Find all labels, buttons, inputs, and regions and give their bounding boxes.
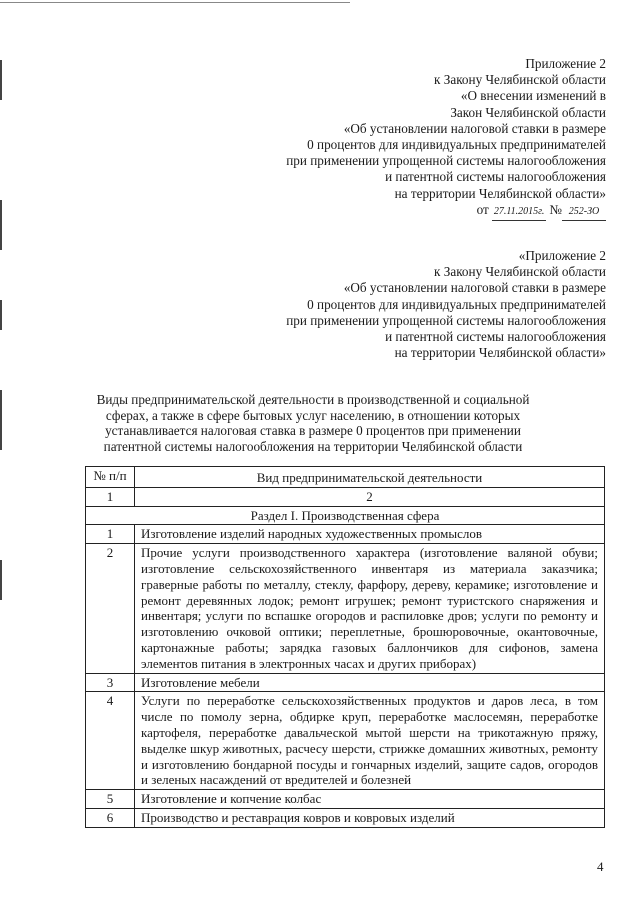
column-index: 2 <box>135 487 605 506</box>
table-row <box>86 790 605 809</box>
row-number: 4 <box>86 692 135 790</box>
activity-table <box>85 466 605 828</box>
date-prefix: от <box>476 201 489 217</box>
appendix-line: 0 процентов для индивидуальных предпринимателей <box>307 137 606 153</box>
section-title: Раздел I. Производственная сфера <box>86 506 605 525</box>
appendix-line: «О внесении изменений в <box>460 88 606 104</box>
law-date: 27.11.2015г. <box>492 204 546 221</box>
table-row <box>86 673 605 692</box>
table-row <box>86 544 605 673</box>
appendix-line: Приложение 2 <box>525 56 606 71</box>
row-number: 5 <box>86 790 135 809</box>
table-row <box>86 808 605 827</box>
scan-artifact-edge <box>0 300 2 330</box>
scan-artifact-edge <box>0 200 2 250</box>
appendix-line: и патентной системы налогообложения <box>385 169 606 185</box>
row-number: 2 <box>86 544 135 673</box>
appendix-line: Закон Челябинской области <box>450 104 606 120</box>
appendix-line: «Об установлении налоговой ставки в размере <box>343 120 606 136</box>
scan-artifact-edge <box>0 390 2 450</box>
document-title: Виды предпринимательской деятельности в производственной и социальной сферах, а также в сфере бытовых услуг населению, в отношении которых устанавливается налоговая ставка в размере 0 процентов при применении патентной системы налогообложения на территории Челябинской области <box>96 392 530 454</box>
section-row <box>86 506 605 525</box>
scan-artifact-edge <box>0 560 2 600</box>
row-activity: Услуги по переработке сельскохозяйственных продуктов и даров леса, в том числе по помолу зерна, обдирке круп, переработке маслосемян, переработке картофеля, переработке давальческой мытой шерсти на трикотажную пряжу, выделке шкур животных, расчесу шерсти, стрижке домашних животных, ремонту и изготовлению бондарной посуды и гончарных изделий, защите садов, огородов и зеленых насаждений от вредителей и болезней <box>135 692 605 790</box>
appendix-header-original-law <box>286 248 606 361</box>
header-activity: Вид предпринимательской деятельности <box>135 467 605 488</box>
appendix-line: при применении упрощенной системы налогообложения <box>286 312 606 328</box>
scan-artifact-top <box>0 2 350 3</box>
row-activity: Изготовление и копчение колбас <box>135 790 605 809</box>
appendix-line: к Закону Челябинской области <box>434 72 606 88</box>
row-activity: Изготовление изделий народных художественных промыслов <box>135 525 605 544</box>
row-number: 1 <box>86 525 135 544</box>
table-row <box>86 525 605 544</box>
page-number: 4 <box>597 859 604 874</box>
number-label: № <box>549 201 562 217</box>
appendix-line: и патентной системы налогообложения <box>385 329 606 345</box>
row-activity: Производство и реставрация ковров и ковровых изделий <box>135 808 605 827</box>
column-index-row <box>86 487 605 506</box>
row-number: 6 <box>86 808 135 827</box>
appendix-header-amending-law <box>286 56 606 221</box>
table-header-row <box>86 467 605 488</box>
appendix-line: «Об установлении налоговой ставки в размере <box>343 280 606 296</box>
scan-artifact-edge <box>0 60 2 100</box>
appendix-line: при применении упрощенной системы налогообложения <box>286 153 606 169</box>
appendix-line: «Приложение 2 <box>518 248 606 263</box>
row-activity: Изготовление мебели <box>135 673 605 692</box>
law-number: 252-ЗО <box>562 204 606 221</box>
appendix-line: на территории Челябинской области» <box>394 185 606 201</box>
appendix-line: 0 процентов для индивидуальных предпринимателей <box>307 296 606 312</box>
header-number: № п/п <box>86 467 135 488</box>
appendix-line: к Закону Челябинской области <box>434 264 606 280</box>
appendix-line: на территории Челябинской области» <box>394 345 606 361</box>
column-index: 1 <box>86 487 135 506</box>
row-number: 3 <box>86 673 135 692</box>
law-date-line <box>286 202 606 221</box>
row-activity: Прочие услуги производственного характера (изготовление валяной обуви; изготовление сельскохозяйственного инвентаря из материала заказчика; граверные работы по металлу, стеклу, фарфору, дереву, керамике; изготовление и ремонт деревянных лодок; ремонт игрушек; ремонт туристского снаряжения и инвентаря; услуги по вспашке огородов и распиловке дров; услуги по ремонту и изготовлению очковой оптики; переплетные, брошюровочные, окантовочные, картонажные работы; зарядка газовых баллончиков для сифонов, замена элементов питания в электронных часах и других приборах) <box>135 544 605 673</box>
table-row <box>86 692 605 790</box>
